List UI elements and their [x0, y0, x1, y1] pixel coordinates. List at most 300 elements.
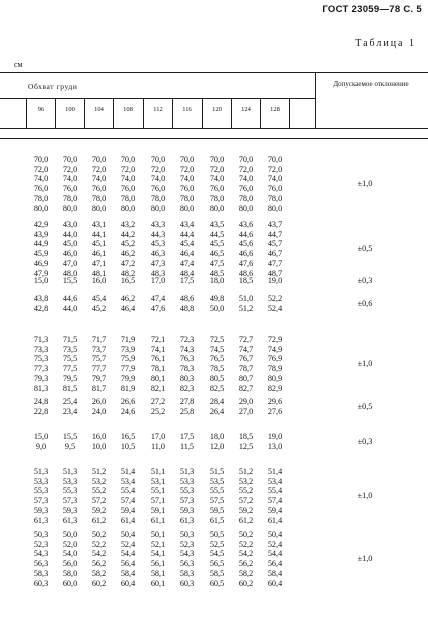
- table-cell: 72,0: [179, 164, 195, 174]
- table-cell: 45,5: [209, 239, 225, 249]
- table-cell: 15,0: [33, 432, 49, 441]
- table-cell: 70,0: [150, 155, 166, 164]
- table-cell: 77,7: [91, 364, 107, 374]
- data-column: [260, 335, 290, 393]
- table-cell: 43,6: [238, 220, 254, 229]
- column-header-128: 128: [270, 106, 280, 113]
- table-cell: 26,4: [209, 406, 225, 416]
- table-title: Таблица 1: [355, 38, 416, 49]
- table-cell: 72,5: [209, 335, 225, 344]
- data-column: [84, 397, 114, 416]
- data-column: [231, 155, 261, 213]
- table-cell: 58,4: [267, 568, 283, 578]
- data-column: [55, 155, 85, 213]
- table-cell: 56,4: [267, 559, 283, 569]
- data-column: [231, 530, 261, 588]
- data-column: [231, 276, 261, 286]
- table-cell: 78,1: [150, 364, 166, 374]
- table-cell: 24,8: [33, 397, 49, 406]
- tolerance-value: ±0,3: [357, 275, 373, 285]
- table-cell: 55,3: [33, 486, 49, 496]
- table-cell: 58,3: [33, 568, 49, 578]
- table-cell: 77,5: [62, 364, 78, 374]
- column-divider: [202, 98, 203, 128]
- table-cell: 81,3: [33, 383, 49, 393]
- table-cell: 10,5: [120, 441, 136, 451]
- table-cell: 51,5: [209, 467, 225, 476]
- column-divider: [143, 98, 144, 128]
- table-cell: 70,0: [238, 155, 254, 164]
- table-cell: 72,0: [62, 164, 78, 174]
- table-cell: 46,4: [179, 249, 195, 259]
- table-cell: 78,0: [238, 193, 254, 203]
- data-column: [260, 294, 290, 313]
- data-column: [172, 467, 202, 525]
- table-cell: 25,4: [62, 397, 78, 406]
- table-cell: 47,1: [91, 258, 107, 268]
- table-cell: 71,9: [120, 335, 136, 344]
- table-cell: 74,1: [150, 344, 166, 354]
- tolerance-value: ±1,0: [357, 491, 373, 501]
- table-cell: 76,0: [150, 184, 166, 194]
- table-cell: 42,8: [33, 303, 49, 313]
- data-column: [143, 467, 173, 525]
- table-cell: 52,3: [33, 539, 49, 549]
- table-cell: 44,3: [150, 229, 166, 239]
- table-cell: 73,7: [91, 344, 107, 354]
- table-cell: 72,0: [209, 164, 225, 174]
- table-cell: 56,5: [209, 559, 225, 569]
- table-cell: 82,5: [209, 383, 225, 393]
- table-cell: 81,5: [62, 383, 78, 393]
- table-cell: 18,0: [209, 432, 225, 441]
- data-column: [172, 294, 202, 313]
- table-cell: 72,1: [150, 335, 166, 344]
- table-cell: 61,4: [120, 515, 136, 525]
- table-cell: 61,4: [267, 515, 283, 525]
- table-cell: 60,1: [150, 578, 166, 588]
- table-cell: 60,2: [238, 578, 254, 588]
- data-column: [231, 220, 261, 278]
- table-cell: 59,2: [238, 505, 254, 515]
- table-cell: 76,3: [179, 354, 195, 364]
- table-cell: 58,0: [62, 568, 78, 578]
- table-cell: 50,1: [150, 530, 166, 539]
- data-column: [172, 220, 202, 278]
- table-cell: 24,0: [91, 406, 107, 416]
- table-cell: 52,2: [91, 539, 107, 549]
- table-cell: 59,4: [267, 505, 283, 515]
- data-column: [84, 294, 114, 313]
- table-cell: 48,2: [120, 268, 136, 278]
- table-cell: 27,0: [238, 406, 254, 416]
- table-cell: 45,4: [179, 239, 195, 249]
- table-cell: 59,2: [91, 505, 107, 515]
- column-header-124: 124: [241, 106, 251, 113]
- data-column: [260, 220, 290, 278]
- data-column: [55, 530, 85, 588]
- table-cell: 44,0: [62, 229, 78, 239]
- header-bottom-rule: [0, 128, 428, 129]
- table-cell: 72,0: [150, 164, 166, 174]
- table-cell: 54,2: [238, 549, 254, 559]
- table-cell: 43,8: [33, 294, 49, 303]
- table-cell: 59,4: [120, 505, 136, 515]
- table-cell: 71,5: [62, 335, 78, 344]
- table-cell: 70,0: [267, 155, 283, 164]
- table-cell: 74,3: [179, 344, 195, 354]
- table-cell: 61,2: [238, 515, 254, 525]
- table-cell: 56,4: [120, 559, 136, 569]
- table-cell: 76,1: [150, 354, 166, 364]
- table-cell: 47,6: [238, 258, 254, 268]
- table-cell: 59,3: [33, 505, 49, 515]
- table-cell: 70,0: [62, 155, 78, 164]
- table-cell: 44,7: [267, 229, 283, 239]
- table-cell: 74,0: [150, 174, 166, 184]
- column-divider: [172, 98, 173, 128]
- table-cell: 74,0: [179, 174, 195, 184]
- table-cell: 53,4: [120, 476, 136, 486]
- table-cell: 57,1: [150, 496, 166, 506]
- column-header-100: 100: [65, 106, 75, 113]
- column-header-120: 120: [212, 106, 222, 113]
- table-cell: 26,6: [120, 397, 136, 406]
- table-cell: 53,5: [209, 476, 225, 486]
- table-cell: 17,5: [179, 276, 195, 285]
- table-cell: 61,1: [150, 515, 166, 525]
- data-column: [113, 220, 143, 278]
- table-cell: 76,0: [238, 184, 254, 194]
- table-cell: 12,0: [209, 441, 225, 451]
- table-cell: 52,0: [62, 539, 78, 549]
- data-column: [143, 276, 173, 286]
- table-cell: 57,2: [91, 496, 107, 506]
- data-column: [84, 467, 114, 525]
- table-cell: 60,2: [91, 578, 107, 588]
- data-column: [113, 155, 143, 213]
- table-cell: 44,6: [238, 229, 254, 239]
- table-cell: 57,3: [62, 496, 78, 506]
- table-cell: 79,9: [120, 373, 136, 383]
- column-divider: [260, 98, 261, 128]
- table-cell: 71,3: [33, 335, 49, 344]
- table-cell: 82,9: [267, 383, 283, 393]
- table-cell: 51,2: [238, 303, 254, 313]
- table-cell: 76,9: [267, 354, 283, 364]
- data-column: [231, 467, 261, 525]
- table-cell: 81,7: [91, 383, 107, 393]
- table-cell: 43,3: [150, 220, 166, 229]
- column-header-116: 116: [182, 106, 192, 113]
- data-column: [231, 397, 261, 416]
- table-cell: 77,9: [120, 364, 136, 374]
- table-cell: 51,4: [120, 467, 136, 476]
- table-cell: 15,0: [33, 276, 49, 285]
- data-column: [260, 467, 290, 525]
- table-cell: 54,5: [209, 549, 225, 559]
- table-cell: 48,4: [179, 268, 195, 278]
- table-cell: 60,4: [267, 578, 283, 588]
- header-right-label: Допускаемое отклонение: [333, 80, 409, 88]
- table-cell: 52,4: [120, 539, 136, 549]
- data-column: [260, 276, 290, 286]
- table-cell: 48,3: [150, 268, 166, 278]
- table-cell: 61,3: [179, 515, 195, 525]
- table-cell: 45,7: [267, 239, 283, 249]
- data-column: [113, 294, 143, 313]
- table-cell: 45,2: [91, 303, 107, 313]
- table-cell: 43,5: [209, 220, 225, 229]
- table-cell: 53,2: [91, 476, 107, 486]
- table-cell: 18,0: [209, 276, 225, 285]
- table-cell: 46,5: [209, 249, 225, 259]
- table-cell: 54,2: [91, 549, 107, 559]
- table-cell: 72,0: [120, 164, 136, 174]
- table-cell: 29,0: [238, 397, 254, 406]
- data-column: [260, 155, 290, 213]
- data-column: [26, 335, 56, 393]
- table-cell: 51,1: [150, 467, 166, 476]
- table-cell: 74,0: [209, 174, 225, 184]
- column-divider: [231, 98, 232, 128]
- table-cell: 78,9: [267, 364, 283, 374]
- data-column: [202, 335, 232, 393]
- data-column: [143, 335, 173, 393]
- table-cell: 16,0: [91, 276, 107, 285]
- table-cell: 51,3: [62, 467, 78, 476]
- table-cell: 12,5: [238, 441, 254, 451]
- table-cell: 17,0: [150, 432, 166, 441]
- data-column: [172, 397, 202, 416]
- data-column: [84, 276, 114, 286]
- table-cell: 16,0: [91, 432, 107, 441]
- table-cell: 60,3: [179, 578, 195, 588]
- table-cell: 57,3: [33, 496, 49, 506]
- table-cell: 58,1: [150, 568, 166, 578]
- table-cell: 47,4: [179, 258, 195, 268]
- table-cell: 50,4: [120, 530, 136, 539]
- data-column: [26, 220, 56, 278]
- table-cell: 56,1: [150, 559, 166, 569]
- table-cell: 13,0: [267, 441, 283, 451]
- table-cell: 52,2: [267, 294, 283, 303]
- table-cell: 57,5: [209, 496, 225, 506]
- table-cell: 73,9: [120, 344, 136, 354]
- table-cell: 75,7: [91, 354, 107, 364]
- table-cell: 46,9: [33, 258, 49, 268]
- table-cell: 56,3: [33, 559, 49, 569]
- table-cell: 43,7: [267, 220, 283, 229]
- table-cell: 80,7: [238, 373, 254, 383]
- table-cell: 80,0: [267, 203, 283, 213]
- table-cell: 72,3: [179, 335, 195, 344]
- table-cell: 70,0: [209, 155, 225, 164]
- table-cell: 57,4: [267, 496, 283, 506]
- table-cell: 10,0: [91, 441, 107, 451]
- table-cell: 19,0: [267, 432, 283, 441]
- data-column: [26, 432, 56, 451]
- table-cell: 55,3: [179, 486, 195, 496]
- table-cell: 78,0: [91, 193, 107, 203]
- tolerance-value: ±1,0: [357, 179, 373, 189]
- table-cell: 79,3: [33, 373, 49, 383]
- table-cell: 54,4: [267, 549, 283, 559]
- table-cell: 50,2: [238, 530, 254, 539]
- table-cell: 42,9: [33, 220, 49, 229]
- table-cell: 80,5: [209, 373, 225, 383]
- table-cell: 53,4: [267, 476, 283, 486]
- data-column: [143, 432, 173, 451]
- data-column: [202, 276, 232, 286]
- data-column: [113, 467, 143, 525]
- table-cell: 57,4: [120, 496, 136, 506]
- table-cell: 51,2: [238, 467, 254, 476]
- table-cell: 26,0: [91, 397, 107, 406]
- table-cell: 81,9: [120, 383, 136, 393]
- table-cell: 47,4: [150, 294, 166, 303]
- data-column: [26, 467, 56, 525]
- table-cell: 55,3: [62, 486, 78, 496]
- table-cell: 78,3: [179, 364, 195, 374]
- table-cell: 52,3: [179, 539, 195, 549]
- table-cell: 51,2: [91, 467, 107, 476]
- table-cell: 60,4: [120, 578, 136, 588]
- table-cell: 55,2: [238, 486, 254, 496]
- table-cell: 58,5: [209, 568, 225, 578]
- table-cell: 76,0: [179, 184, 195, 194]
- table-cell: 54,4: [120, 549, 136, 559]
- tolerance-value: ±0,5: [357, 401, 373, 411]
- table-cell: 46,2: [120, 249, 136, 259]
- table-cell: 16,5: [120, 276, 136, 285]
- table-cell: 80,3: [179, 373, 195, 383]
- table-cell: 18,5: [238, 432, 254, 441]
- table-cell: 52,2: [238, 539, 254, 549]
- table-cell: 79,5: [62, 373, 78, 383]
- table-cell: 76,0: [120, 184, 136, 194]
- column-divider: [84, 98, 85, 128]
- table-cell: 58,2: [238, 568, 254, 578]
- table-cell: 72,0: [33, 164, 49, 174]
- table-cell: 55,5: [209, 486, 225, 496]
- data-column: [26, 276, 56, 286]
- table-cell: 15,5: [62, 432, 78, 441]
- column-header-104: 104: [94, 106, 104, 113]
- table-cell: 80,0: [120, 203, 136, 213]
- table-cell: 76,0: [33, 184, 49, 194]
- table-cell: 44,2: [120, 229, 136, 239]
- data-column: [202, 220, 232, 278]
- table-cell: 61,5: [209, 515, 225, 525]
- data-column: [143, 294, 173, 313]
- data-column: [202, 530, 232, 588]
- table-cell: 78,0: [62, 193, 78, 203]
- table-cell: 45,1: [91, 239, 107, 249]
- table-cell: 78,0: [33, 193, 49, 203]
- tolerance-value: ±1,0: [357, 359, 373, 369]
- table-cell: 52,1: [150, 539, 166, 549]
- table-cell: 72,0: [238, 164, 254, 174]
- table-cell: 80,9: [267, 373, 283, 383]
- data-column: [172, 530, 202, 588]
- table-cell: 76,0: [91, 184, 107, 194]
- unit-label: см: [14, 60, 23, 69]
- table-cell: 78,0: [179, 193, 195, 203]
- table-cell: 49,8: [209, 294, 225, 303]
- table-cell: 50,2: [91, 530, 107, 539]
- table-cell: 55,1: [150, 486, 166, 496]
- table-cell: 72,0: [91, 164, 107, 174]
- table-cell: 80,0: [179, 203, 195, 213]
- table-cell: 53,1: [150, 476, 166, 486]
- data-column: [113, 276, 143, 286]
- table-cell: 53,3: [33, 476, 49, 486]
- tolerance-value: ±0,6: [357, 298, 373, 308]
- table-cell: 74,0: [267, 174, 283, 184]
- table-cell: 48,0: [62, 268, 78, 278]
- table-cell: 82,3: [179, 383, 195, 393]
- table-cell: 78,0: [120, 193, 136, 203]
- table-cell: 47,5: [209, 258, 225, 268]
- table-cell: 74,0: [238, 174, 254, 184]
- document-code: ГОСТ 23059—78 С. 5: [322, 4, 422, 15]
- table-cell: 80,0: [150, 203, 166, 213]
- tolerance-value: ±0,3: [357, 436, 373, 446]
- table-cell: 70,0: [91, 155, 107, 164]
- data-column: [260, 397, 290, 416]
- data-column: [84, 530, 114, 588]
- table-cell: 78,0: [209, 193, 225, 203]
- table-cell: 72,0: [267, 164, 283, 174]
- data-column: [55, 432, 85, 451]
- table-cell: 43,1: [91, 220, 107, 229]
- table-cell: 44,9: [33, 239, 49, 249]
- table-cell: 46,4: [120, 303, 136, 313]
- table-cell: 80,0: [33, 203, 49, 213]
- table-cell: 78,5: [209, 364, 225, 374]
- table-cell: 56,3: [179, 559, 195, 569]
- data-column: [231, 294, 261, 313]
- table-cell: 73,3: [33, 344, 49, 354]
- table-cell: 22,8: [33, 406, 49, 416]
- table-cell: 56,2: [238, 559, 254, 569]
- data-column: [143, 220, 173, 278]
- table-cell: 16,5: [120, 432, 136, 441]
- tolerance-value: ±1,0: [357, 554, 373, 564]
- table-cell: 29,6: [267, 397, 283, 406]
- column-divider: [289, 98, 290, 128]
- data-column: [260, 530, 290, 588]
- table-cell: 56,2: [91, 559, 107, 569]
- table-cell: 76,5: [209, 354, 225, 364]
- table-cell: 80,0: [209, 203, 225, 213]
- data-column: [84, 220, 114, 278]
- table-cell: 44,1: [91, 229, 107, 239]
- table-cell: 76,0: [267, 184, 283, 194]
- table-cell: 9,5: [64, 441, 76, 451]
- data-column: [84, 155, 114, 213]
- data-column: [143, 397, 173, 416]
- table-cell: 78,7: [238, 364, 254, 374]
- table-cell: 47,7: [267, 258, 283, 268]
- table-cell: 54,3: [179, 549, 195, 559]
- table-cell: 19,0: [267, 276, 283, 285]
- table-cell: 25,2: [150, 406, 166, 416]
- data-column: [172, 335, 202, 393]
- table-cell: 54,3: [33, 549, 49, 559]
- table-cell: 44,6: [62, 294, 78, 303]
